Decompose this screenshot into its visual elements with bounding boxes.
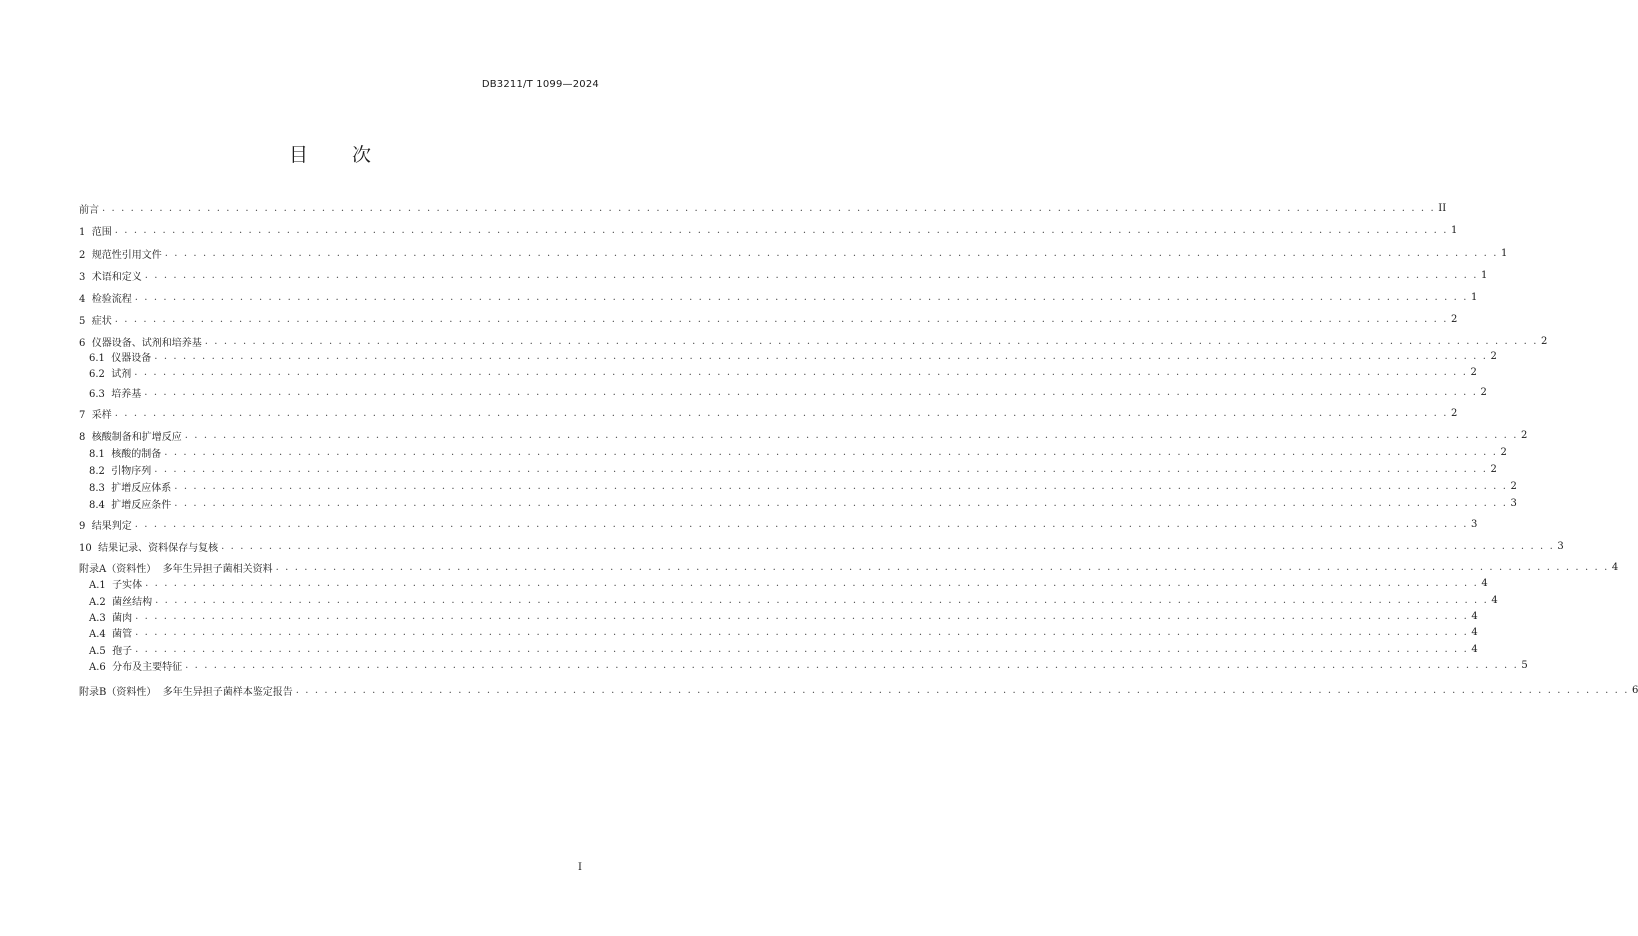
- toc-entry[interactable]: [79, 267, 1488, 283]
- toc-dot-leader: . . . . . . . . . . . . . . . . . . . . . . . . . . . . . . . . . . . . . . . . . . . . . . . . . . . . . . . . . . . . . . . . . . . . . . . . . . . . . . . . . . . . . . . . . . . . . . . . . . . . . . . . . . . . . . . . . . . . . . . . . . . . . . . . . . . . . . . . . . . .: [275, 561, 1609, 573]
- toc-entry-page: 5: [1521, 659, 1528, 671]
- toc-entry[interactable]: [89, 657, 1528, 673]
- standard-code: DB3211/T 1099—2024: [481, 79, 599, 90]
- toc-entry-page: 2: [1470, 366, 1477, 378]
- toc-entry[interactable]: [89, 575, 1488, 591]
- toc-entry[interactable]: [79, 405, 1458, 421]
- toc-entry-label: 6.2 试剂: [89, 368, 132, 380]
- toc-entry-page: 1: [1471, 291, 1478, 303]
- toc-entry[interactable]: [89, 641, 1478, 657]
- toc-entry-label: 10 结果记录、资料保存与复核: [79, 542, 219, 554]
- toc-dot-leader: . . . . . . . . . . . . . . . . . . . . . . . . . . . . . . . . . . . . . . . . . . . . . . . . . . . . . . . . . . . . . . . . . . . . . . . . . . . . . . . . . . . . . . . . . . . . . . . . . . . . . . . . . . . . . . . . . . . . . . . . . . . . . . . . . . . . . . . . . . . .: [174, 497, 1508, 509]
- toc-dot-leader: . . . . . . . . . . . . . . . . . . . . . . . . . . . . . . . . . . . . . . . . . . . . . . . . . . . . . . . . . . . . . . . . . . . . . . . . . . . . . . . . . . . . . . . . . . . . . . . . . . . . . . . . . . . . . . . . . . . . . . . . . . . . . . . . . . . . . . . . . . . .: [114, 313, 1448, 325]
- toc-entry[interactable]: [79, 311, 1458, 327]
- toc-entry-page: 4: [1491, 594, 1498, 606]
- toc-entry-label: 1 范围: [79, 226, 112, 238]
- toc-entry-label: A.2 菌丝结构: [89, 596, 153, 608]
- toc-entry[interactable]: [79, 289, 1478, 305]
- toc-entry[interactable]: [79, 427, 1528, 443]
- toc-dot-leader: . . . . . . . . . . . . . . . . . . . . . . . . . . . . . . . . . . . . . . . . . . . . . . . . . . . . . . . . . . . . . . . . . . . . . . . . . . . . . . . . . . . . . . . . . . . . . . . . . . . . . . . . . . . . . . . . . . . . . . . . . . . . . . . . . . . . . . . . . . . .: [134, 518, 1468, 530]
- toc-entry-label: 6.1 仪器设备: [89, 352, 152, 364]
- toc-entry-label: 2 规范性引用文件: [79, 249, 162, 261]
- toc-entry[interactable]: [89, 364, 1477, 380]
- toc-dot-leader: . . . . . . . . . . . . . . . . . . . . . . . . . . . . . . . . . . . . . . . . . . . . . . . . . . . . . . . . . . . . . . . . . . . . . . . . . . . . . . . . . . . . . . . . . . . . . . . . . . . . . . . . . . . . . . . . . . . . . . . . . . . . . . . . . . . . . . . . . . . .: [135, 610, 1469, 622]
- toc-entry-page: 2: [1451, 407, 1458, 419]
- toc-entry-label: 8.2 引物序列: [89, 465, 152, 477]
- toc-entry-page: 3: [1471, 518, 1478, 530]
- toc-entry[interactable]: [79, 516, 1478, 532]
- toc-entry-label: A.1 子实体: [89, 579, 143, 591]
- toc-entry-label: 附录B（资料性） 多年生异担子菌样本鉴定报告: [79, 686, 293, 698]
- toc-entry[interactable]: [89, 624, 1478, 640]
- toc-entry-page: 1: [1451, 224, 1458, 236]
- toc-entry[interactable]: [89, 592, 1498, 608]
- toc-dot-leader: . . . . . . . . . . . . . . . . . . . . . . . . . . . . . . . . . . . . . . . . . . . . . . . . . . . . . . . . . . . . . . . . . . . . . . . . . . . . . . . . . . . . . . . . . . . . . . . . . . . . . . . . . . . . . . . . . . . . . . . . . . . . . . . . . . . . . . . . . . . .: [204, 335, 1538, 347]
- toc-entry-page: 1: [1501, 247, 1508, 259]
- toc-dot-leader: . . . . . . . . . . . . . . . . . . . . . . . . . . . . . . . . . . . . . . . . . . . . . . . . . . . . . . . . . . . . . . . . . . . . . . . . . . . . . . . . . . . . . . . . . . . . . . . . . . . . . . . . . . . . . . . . . . . . . . . . . . . . . . . . . . . . . . . . . . . .: [164, 446, 1498, 458]
- toc-entry[interactable]: [89, 444, 1507, 460]
- toc-entry-page: II: [1438, 202, 1447, 214]
- toc-dot-leader: . . . . . . . . . . . . . . . . . . . . . . . . . . . . . . . . . . . . . . . . . . . . . . . . . . . . . . . . . . . . . . . . . . . . . . . . . . . . . . . . . . . . . . . . . . . . . . . . . . . . . . . . . . . . . . . . . . . . . . . . . . . . . . . . . . . . . . . . . . . .: [185, 659, 1519, 671]
- toc-entry[interactable]: [79, 222, 1458, 238]
- toc-entry-label: 8 核酸制备和扩增反应: [79, 431, 182, 443]
- toc-entry-page: 4: [1481, 577, 1488, 589]
- toc-entry-label: A.3 菌肉: [89, 612, 133, 624]
- toc-entry-page: 2: [1510, 480, 1517, 492]
- toc-entry-page: 6: [1631, 684, 1638, 696]
- toc-entry-page: 2: [1480, 386, 1487, 398]
- toc-dot-leader: . . . . . . . . . . . . . . . . . . . . . . . . . . . . . . . . . . . . . . . . . . . . . . . . . . . . . . . . . . . . . . . . . . . . . . . . . . . . . . . . . . . . . . . . . . . . . . . . . . . . . . . . . . . . . . . . . . . . . . . . . . . . . . . . . . . . . . . . . . . .: [134, 366, 1468, 378]
- page-title: 目 次: [288, 144, 373, 166]
- toc-dot-leader: . . . . . . . . . . . . . . . . . . . . . . . . . . . . . . . . . . . . . . . . . . . . . . . . . . . . . . . . . . . . . . . . . . . . . . . . . . . . . . . . . . . . . . . . . . . . . . . . . . . . . . . . . . . . . . . . . . . . . . . . . . . . . . . . . . . . . . . . . . . .: [164, 247, 1498, 259]
- toc-dot-leader: . . . . . . . . . . . . . . . . . . . . . . . . . . . . . . . . . . . . . . . . . . . . . . . . . . . . . . . . . . . . . . . . . . . . . . . . . . . . . . . . . . . . . . . . . . . . . . . . . . . . . . . . . . . . . . . . . . . . . . . . . . . . . . . . . . . . . . . . . . . .: [114, 224, 1448, 236]
- toc-entry-page: 2: [1521, 429, 1528, 441]
- toc-entry-label: 前言: [79, 204, 99, 216]
- toc-entry[interactable]: [89, 478, 1517, 494]
- toc-entry-label: 5 症状: [79, 315, 112, 327]
- toc-dot-leader: . . . . . . . . . . . . . . . . . . . . . . . . . . . . . . . . . . . . . . . . . . . . . . . . . . . . . . . . . . . . . . . . . . . . . . . . . . . . . . . . . . . . . . . . . . . . . . . . . . . . . . . . . . . . . . . . . . . . . . . . . . . . . . . . . . . . . . . . . . . .: [154, 463, 1488, 475]
- toc-entry-label: 9 结果判定: [79, 520, 132, 532]
- toc-entry[interactable]: [89, 461, 1497, 477]
- toc-entry-label: A.5 孢子: [89, 645, 133, 657]
- toc-dot-leader: . . . . . . . . . . . . . . . . . . . . . . . . . . . . . . . . . . . . . . . . . . . . . . . . . . . . . . . . . . . . . . . . . . . . . . . . . . . . . . . . . . . . . . . . . . . . . . . . . . . . . . . . . . . . . . . . . . . . . . . . . . . . . . . . . . . . . . . . . . . .: [295, 684, 1629, 696]
- toc-entry[interactable]: [79, 538, 1564, 554]
- toc-entry-page: 1: [1481, 269, 1488, 281]
- toc-entry-label: 6 仪器设备、试剂和培养基: [79, 337, 202, 349]
- toc-dot-leader: . . . . . . . . . . . . . . . . . . . . . . . . . . . . . . . . . . . . . . . . . . . . . . . . . . . . . . . . . . . . . . . . . . . . . . . . . . . . . . . . . . . . . . . . . . . . . . . . . . . . . . . . . . . . . . . . . . . . . . . . . . . . . . . . . . . . . . . . . . . .: [134, 291, 1468, 303]
- toc-entry[interactable]: [79, 559, 1619, 575]
- toc-entry-label: 7 采样: [79, 409, 112, 421]
- toc-entry-label: 8.1 核酸的制备: [89, 448, 162, 460]
- toc-dot-leader: . . . . . . . . . . . . . . . . . . . . . . . . . . . . . . . . . . . . . . . . . . . . . . . . . . . . . . . . . . . . . . . . . . . . . . . . . . . . . . . . . . . . . . . . . . . . . . . . . . . . . . . . . . . . . . . . . . . . . . . . . . . . . . . . . . . . . . . . . . . .: [102, 202, 1436, 214]
- toc-entry-label: 6.3 培养基: [89, 388, 142, 400]
- toc-dot-leader: . . . . . . . . . . . . . . . . . . . . . . . . . . . . . . . . . . . . . . . . . . . . . . . . . . . . . . . . . . . . . . . . . . . . . . . . . . . . . . . . . . . . . . . . . . . . . . . . . . . . . . . . . . . . . . . . . . . . . . . . . . . . . . . . . . . . . . . . . . . .: [174, 480, 1508, 492]
- toc-entry[interactable]: [89, 348, 1497, 364]
- toc-entry-page: 4: [1471, 626, 1478, 638]
- toc-entry[interactable]: [79, 200, 1447, 216]
- toc-entry-page: 2: [1451, 313, 1458, 325]
- toc-entry-page: 4: [1471, 643, 1478, 655]
- toc-entry-label: A.4 菌管: [89, 628, 133, 640]
- toc-entry-label: 附录A（资料性） 多年生异担子菌相关资料: [79, 563, 273, 575]
- toc-dot-leader: . . . . . . . . . . . . . . . . . . . . . . . . . . . . . . . . . . . . . . . . . . . . . . . . . . . . . . . . . . . . . . . . . . . . . . . . . . . . . . . . . . . . . . . . . . . . . . . . . . . . . . . . . . . . . . . . . . . . . . . . . . . . . . . . . . . . . . . . . . . .: [135, 643, 1469, 655]
- toc-entry[interactable]: [89, 495, 1517, 511]
- toc-dot-leader: . . . . . . . . . . . . . . . . . . . . . . . . . . . . . . . . . . . . . . . . . . . . . . . . . . . . . . . . . . . . . . . . . . . . . . . . . . . . . . . . . . . . . . . . . . . . . . . . . . . . . . . . . . . . . . . . . . . . . . . . . . . . . . . . . . . . . . . . . . . .: [221, 540, 1555, 552]
- toc-entry-page: 4: [1611, 561, 1619, 573]
- toc-entry-page: 4: [1471, 610, 1478, 622]
- toc-entry-page: 2: [1490, 350, 1497, 362]
- toc-entry-label: 8.3 扩增反应体系: [89, 482, 172, 494]
- toc-entry-page: 2: [1500, 446, 1507, 458]
- toc-dot-leader: . . . . . . . . . . . . . . . . . . . . . . . . . . . . . . . . . . . . . . . . . . . . . . . . . . . . . . . . . . . . . . . . . . . . . . . . . . . . . . . . . . . . . . . . . . . . . . . . . . . . . . . . . . . . . . . . . . . . . . . . . . . . . . . . . . . . . . . . . . . .: [135, 626, 1469, 638]
- toc-entry-page: 3: [1510, 497, 1517, 509]
- toc-entry[interactable]: [89, 608, 1478, 624]
- toc-entry-page: 3: [1557, 540, 1564, 552]
- toc-dot-leader: . . . . . . . . . . . . . . . . . . . . . . . . . . . . . . . . . . . . . . . . . . . . . . . . . . . . . . . . . . . . . . . . . . . . . . . . . . . . . . . . . . . . . . . . . . . . . . . . . . . . . . . . . . . . . . . . . . . . . . . . . . . . . . . . . . . . . . . . . . . .: [184, 429, 1518, 441]
- toc-entry[interactable]: [79, 245, 1508, 261]
- toc-dot-leader: . . . . . . . . . . . . . . . . . . . . . . . . . . . . . . . . . . . . . . . . . . . . . . . . . . . . . . . . . . . . . . . . . . . . . . . . . . . . . . . . . . . . . . . . . . . . . . . . . . . . . . . . . . . . . . . . . . . . . . . . . . . . . . . . . . . . . . . . . . . .: [154, 350, 1488, 362]
- toc-entry-page: 2: [1490, 463, 1497, 475]
- toc-dot-leader: . . . . . . . . . . . . . . . . . . . . . . . . . . . . . . . . . . . . . . . . . . . . . . . . . . . . . . . . . . . . . . . . . . . . . . . . . . . . . . . . . . . . . . . . . . . . . . . . . . . . . . . . . . . . . . . . . . . . . . . . . . . . . . . . . . . . . . . . . . . .: [144, 386, 1478, 398]
- toc-dot-leader: . . . . . . . . . . . . . . . . . . . . . . . . . . . . . . . . . . . . . . . . . . . . . . . . . . . . . . . . . . . . . . . . . . . . . . . . . . . . . . . . . . . . . . . . . . . . . . . . . . . . . . . . . . . . . . . . . . . . . . . . . . . . . . . . . . . . . . . . . . . .: [155, 594, 1489, 606]
- toc-entry-label: 4 检验流程: [79, 293, 132, 305]
- footer-page-number: I: [578, 862, 582, 873]
- toc-entry-label: 8.4 扩增反应条件: [89, 499, 172, 511]
- toc-dot-leader: . . . . . . . . . . . . . . . . . . . . . . . . . . . . . . . . . . . . . . . . . . . . . . . . . . . . . . . . . . . . . . . . . . . . . . . . . . . . . . . . . . . . . . . . . . . . . . . . . . . . . . . . . . . . . . . . . . . . . . . . . . . . . . . . . . . . . . . . . . . .: [114, 407, 1448, 419]
- toc-entry-page: 2: [1541, 335, 1548, 347]
- toc-entry[interactable]: [89, 384, 1487, 400]
- toc-entry-label: 3 术语和定义: [79, 271, 142, 283]
- toc-entry-label: A.6 分布及主要特征: [89, 661, 183, 673]
- toc-dot-leader: . . . . . . . . . . . . . . . . . . . . . . . . . . . . . . . . . . . . . . . . . . . . . . . . . . . . . . . . . . . . . . . . . . . . . . . . . . . . . . . . . . . . . . . . . . . . . . . . . . . . . . . . . . . . . . . . . . . . . . . . . . . . . . . . . . . . . . . . . . . .: [144, 269, 1478, 281]
- toc-dot-leader: . . . . . . . . . . . . . . . . . . . . . . . . . . . . . . . . . . . . . . . . . . . . . . . . . . . . . . . . . . . . . . . . . . . . . . . . . . . . . . . . . . . . . . . . . . . . . . . . . . . . . . . . . . . . . . . . . . . . . . . . . . . . . . . . . . . . . . . . . . . .: [145, 577, 1479, 589]
- toc-entry[interactable]: [79, 682, 1638, 698]
- toc-entry[interactable]: [79, 333, 1548, 349]
